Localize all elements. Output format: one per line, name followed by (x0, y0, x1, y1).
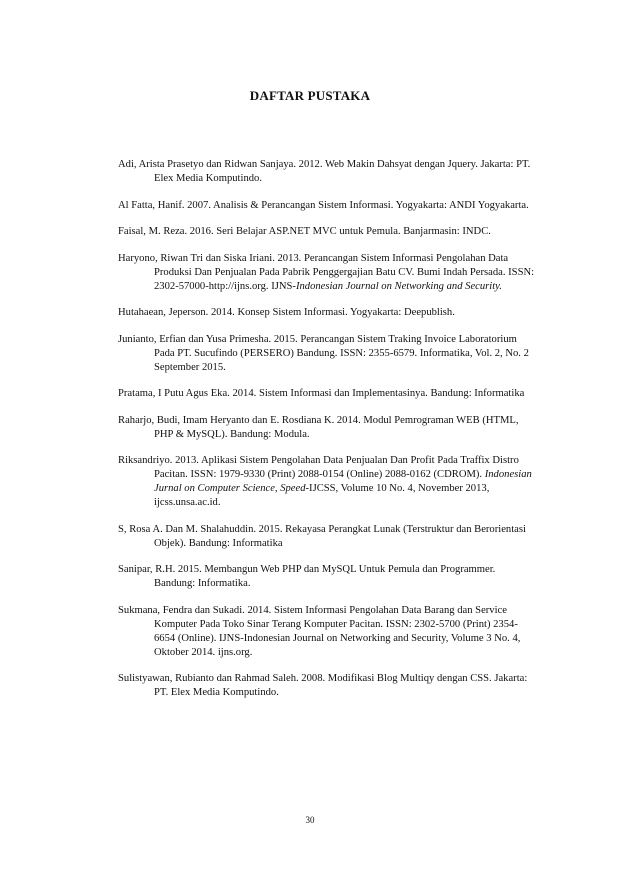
reference-text: Sanipar, R.H. 2015. Membangun Web PHP dan MySQL Untuk Pemula dan Programmer. Bandung: Informatika. (118, 564, 496, 589)
reference-entry (118, 252, 536, 294)
page-title: DAFTAR PUSTAKA (249, 88, 371, 103)
reference-entry (118, 563, 536, 591)
reference-text: Raharjo, Budi, Imam Heryanto dan E. Rosdiana K. 2014. Modul Pemrograman WEB (HTML, PHP & MySQL). Bandung: Modula. (118, 414, 519, 440)
reference-text: Adi, Arista Prasetyo dan Ridwan Sanjaya. 2012. Web Makin Dahsyat dengan Jquery. Jakarta: PT. Elex Media Komputindo. (118, 159, 531, 184)
reference-text: Al Fatta, Hanif. 2007. Analisis & Perancangan Sistem Informasi. Yogyakarta: ANDI Yogyakarta. (118, 199, 529, 211)
reference-italic-text: Indonesian Journal on Networking and Security. (295, 280, 502, 292)
reference-text: Faisal, M. Reza. 2016. Seri Belajar ASP.NET MVC untuk Pemula. Banjarmasin: INDC. (118, 226, 491, 237)
reference-text: Pratama, I Putu Agus Eka. 2014. Sistem Informasi dan Implementasinya. Bandung: Informatika (118, 388, 525, 399)
reference-entry (118, 306, 536, 320)
reference-entry (118, 333, 536, 375)
reference-entry (118, 672, 536, 700)
reference-entry (118, 604, 536, 660)
reference-text: Sulistyawan, Rubianto dan Rahmad Saleh. 2008. Modifikasi Blog Multiqy dengan CSS. Jakarta: PT. Elex Media Komputindo. (118, 673, 528, 698)
reference-italic-text: Indonesian Jurnal on Computer Science, Speed- (154, 469, 532, 494)
reference-text: Junianto, Erfian dan Yusa Primesha. 2015. Perancangan Sistem Traking Invoice Laboratorium Pada PT. Sucufindo (PERSERO) Bandung. ISSN: 2355-6579. Informatika, Vol. 2, No. 2 September 2015. (118, 333, 529, 373)
reference-entry (118, 454, 536, 510)
reference-entry (118, 387, 536, 401)
reference-list (118, 158, 536, 713)
reference-entry (118, 225, 536, 239)
reference-text-post: IJCSS, Volume 10 No. 4, November 2013, ijcss.unsa.ac.id. (154, 483, 490, 508)
reference-entry (118, 414, 536, 442)
reference-text: Sukmana, Fendra dan Sukadi. 2014. Sistem Informasi Pengolahan Data Barang dan Service Komputer Pada Toko Sinar Terang Komputer Pacitan. ISSN: 2302-5700 (Print) 2354-6654 (Online). IJNS-Indonesian Journal on Networking and Security, Volume 3 No. 4, Oktober 2014. ijns.org. (118, 604, 521, 658)
reference-text: Hutahaean, Jeperson. 2014. Konsep Sistem Informasi. Yogyakarta: Deepublish. (118, 307, 455, 318)
reference-entry (118, 158, 536, 186)
reference-entry (118, 199, 536, 213)
reference-text: S, Rosa A. Dan M. Shalahuddin. 2015. Rekayasa Perangkat Lunak (Terstruktur dan Berorientasi Objek). Bandung: Informatika (118, 523, 526, 549)
reference-text: Haryono, Riwan Tri dan Siska Iriani. 2013. Perancangan Sistem Informasi Pengolahan Data Produksi Dan Penjualan Pada Pabrik Penggergajian Batu CV. Bumi Indah Persada. ISSN: 2302-57000-http://ijns.org. IJNS- (118, 252, 535, 292)
reference-text: Riksandriyo. 2013. Aplikasi Sistem Pengolahan Data Penjualan Dan Profit Pada Traffix Distro Pacitan. ISSN: 1979-9330 (Print) 2088-0154 (Online) 2088-0162 (CDROM). (118, 455, 519, 480)
reference-entry (118, 523, 536, 551)
page-number: 30 (305, 815, 315, 825)
